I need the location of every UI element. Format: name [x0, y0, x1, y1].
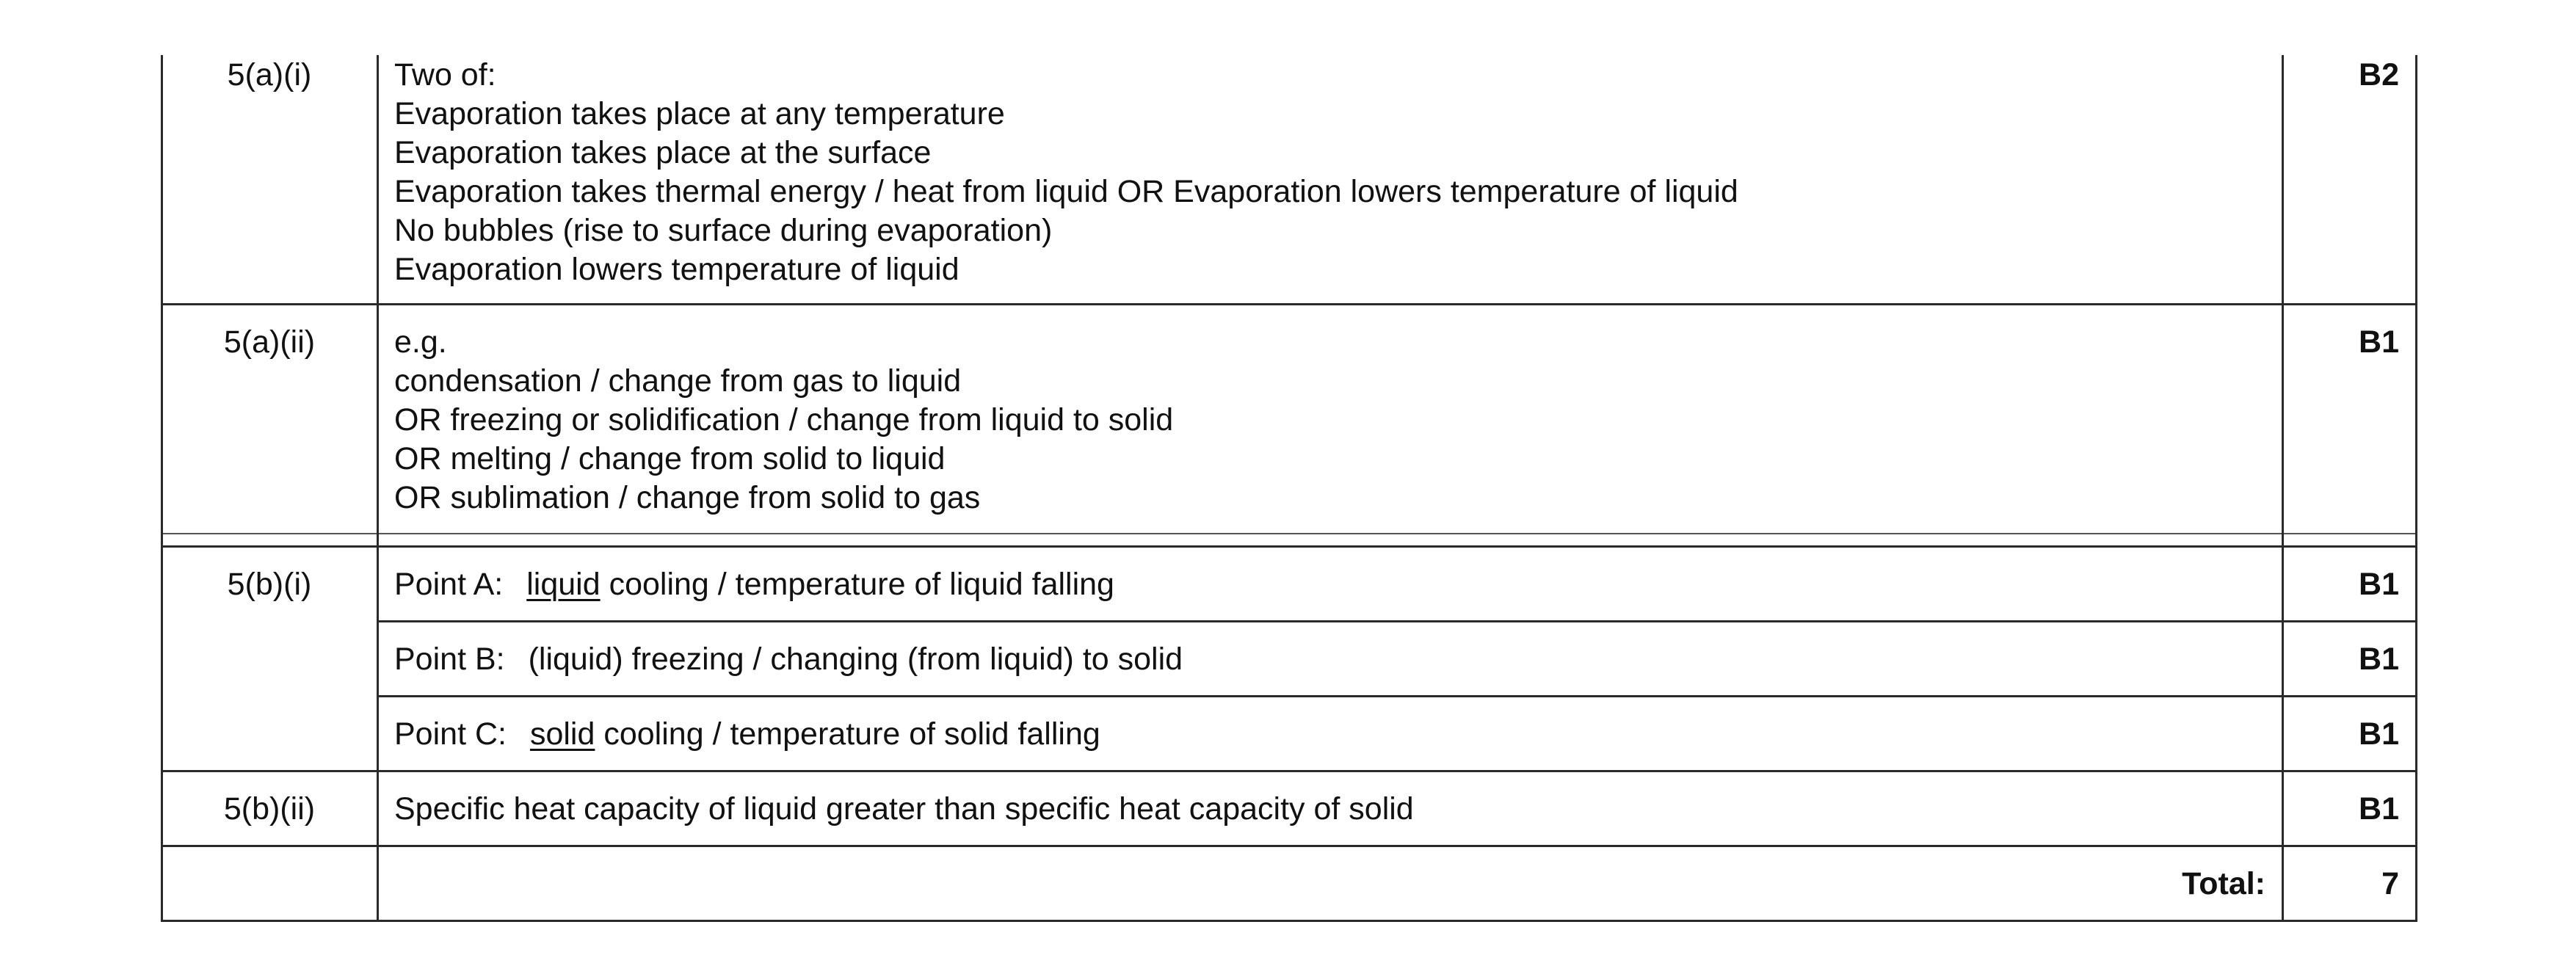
- answer-line: Evaporation takes place at the surface: [394, 135, 932, 170]
- table-border-bottom: [161, 920, 2417, 922]
- point-answer: (liquid) freezing / changing (from liquid) to solid: [528, 642, 1183, 677]
- mark-value: B1: [2359, 716, 2399, 752]
- point-b-text: [394, 640, 1183, 679]
- point-label: Point C:: [394, 716, 507, 752]
- answer-text: Specific heat capacity of liquid greater than specific heat capacity of solid: [394, 791, 1414, 827]
- row-divider: [161, 303, 2417, 305]
- question-number: 5(a)(ii): [223, 324, 316, 360]
- total-label: Total:: [2182, 866, 2265, 901]
- question-number: 5(b)(ii): [223, 791, 316, 827]
- question-number: 5(a)(i): [227, 57, 312, 92]
- row-divider: [161, 770, 2417, 772]
- answer-line: Evaporation lowers temperature of liquid: [394, 252, 959, 287]
- point-label: Point B:: [394, 642, 505, 677]
- mark-value: B2: [2359, 57, 2399, 92]
- answer-line: Evaporation takes thermal energy / heat from liquid OR Evaporation lowers temperature of liquid: [394, 174, 1738, 209]
- answer-line: OR sublimation / change from solid to gas: [394, 480, 981, 515]
- point-label: Point A:: [394, 567, 504, 602]
- underlined-term: liquid: [526, 567, 601, 602]
- answer-line: Evaporation takes place at any temperature: [394, 96, 1005, 131]
- point-divider: [377, 695, 2417, 697]
- answer-line: OR freezing or solidification / change from liquid to solid: [394, 402, 1174, 437]
- table-border-left-top: [161, 55, 163, 540]
- mark-value: B1: [2359, 642, 2399, 677]
- answer-line: e.g.: [394, 324, 447, 360]
- mark-value: B1: [2359, 791, 2399, 827]
- question-number: 5(b)(i): [227, 567, 312, 602]
- point-divider: [377, 620, 2417, 622]
- mark-value: B1: [2359, 567, 2399, 602]
- point-answer: cooling / temperature of solid falling: [595, 716, 1100, 752]
- table-border-right-bottom: [2415, 533, 2417, 922]
- row-divider: [161, 845, 2417, 847]
- answer-line: condensation / change from gas to liquid: [394, 363, 962, 399]
- answer-text: [394, 56, 1738, 289]
- table-border-col1-top: [377, 55, 379, 540]
- table-border-col2-top: [2282, 55, 2284, 540]
- table-border-col2-bottom: [2282, 533, 2284, 922]
- table-border-right-top: [2415, 55, 2417, 540]
- section-divider-top: [161, 533, 2417, 534]
- answer-line: No bubbles (rise to surface during evaporation): [394, 213, 1053, 248]
- point-c-text: [394, 715, 1100, 754]
- answer-line: OR melting / change from solid to liquid: [394, 441, 946, 476]
- mark-value: B1: [2359, 324, 2399, 360]
- point-answer: cooling / temperature of liquid falling: [600, 567, 1114, 602]
- total-value: 7: [2381, 866, 2399, 901]
- underlined-term: solid: [529, 716, 595, 752]
- section-divider-bottom: [161, 545, 2417, 548]
- answer-text: [394, 323, 1173, 517]
- point-a-text: [394, 565, 1114, 604]
- answer-line: Two of:: [394, 57, 496, 92]
